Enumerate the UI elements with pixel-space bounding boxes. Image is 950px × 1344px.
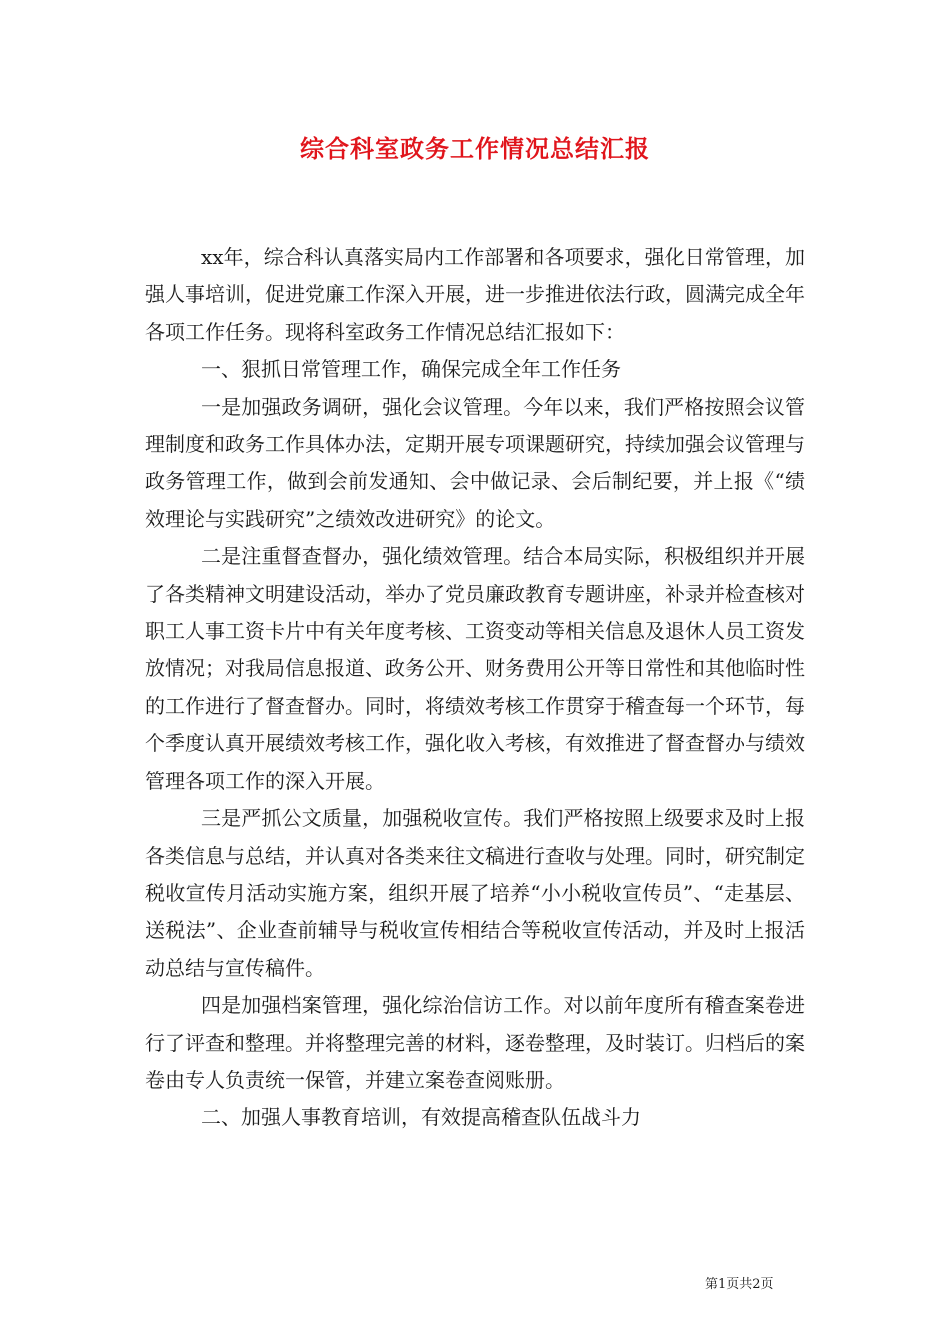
body-paragraph: 一是加强政务调研，强化会议管理。今年以来，我们严格按照会议管理制度和政务工作具体办法，定期开展专项课题研究，持续加强会议管理与政务管理工作，做到会前发通知、会中做记录、会后制纪要，并上报《“绩效理论与实践研究”之绩效改进研究》的论文。 (145, 394, 805, 531)
body-paragraph: 二是注重督查督办，强化绩效管理。结合本局实际，积极组织并开展了各类精神文明建设活动，举办了党员廉政教育专题讲座，补录并检查核对职工人事工资卡片中有关年度考核、工资变动等相关信息及退休人员工资发放情况；对我局信息报道、政务公开、财务费用公开等日常性和其他临时性的工作进行了督查督办。同时，将绩效考核工作贯穿于稽查每一个环节，每个季度认真开展绩效考核工作，强化收入考核，有效推进了督查督办与绩效管理各项工作的深入开展。 (145, 544, 805, 793)
body-paragraph: 四是加强档案管理，强化综治信访工作。对以前年度所有稽查案卷进行了评查和整理。并将整理完善的材料，逐卷整理，及时装订。归档后的案卷由专人负责统一保管，并建立案卷查阅账册。 (145, 993, 805, 1092)
page-number: 第1页共2页 (705, 1277, 774, 1292)
document-body (145, 239, 805, 1137)
section-heading-1: 一、狠抓日常管理工作，确保完成全年工作任务 (201, 357, 621, 382)
body-paragraph: 三是严抓公文质量，加强税收宣传。我们严格按照上级要求及时上报各类信息与总结，并认真对各类来往文稿进行查收与处理。同时，研究制定税收宣传月活动实施方案，组织开展了培养“小小税收宣传员”、“走基层、送税法”、企业查前辅导与税收宣传相结合等税收宣传活动，并及时上报活动总结与宣传稿件。 (145, 806, 805, 980)
document-title: 综合科室政务工作情况总结汇报 (300, 134, 650, 163)
section-heading-2: 二、加强人事教育培训，有效提高稽查队伍战斗力 (201, 1105, 641, 1130)
intro-paragraph: xx年，综合科认真落实局内工作部署和各项要求，强化日常管理，加强人事培训，促进党廉工作深入开展，进一步推进依法行政，圆满完成全年各项工作任务。现将科室政务工作情况总结汇报如下： (145, 245, 805, 344)
